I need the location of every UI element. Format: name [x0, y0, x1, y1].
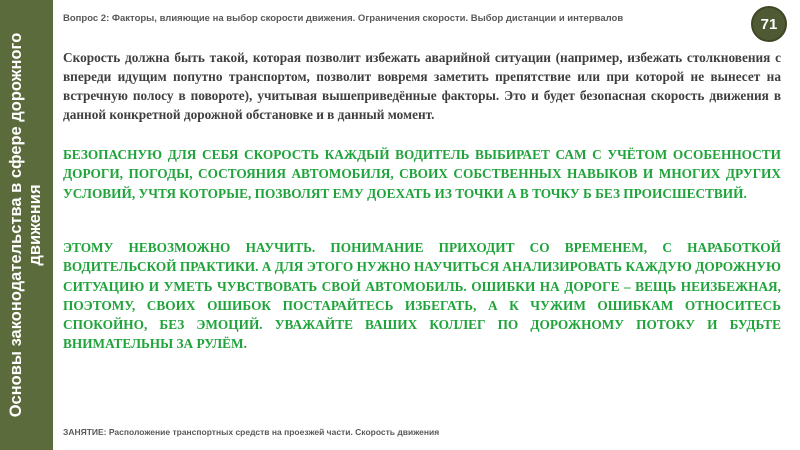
paragraph-experience: ЭТОМУ НЕВОЗМОЖНО НАУЧИТЬ. ПОНИМАНИЕ ПРИХОДИТ СО ВРЕМЕНЕМ, С НАРАБОТКОЙ ВОДИТЕЛЬСКОЙ ПРАКТИКИ. А ДЛЯ ЭТОГО НУЖНО НАУЧИТЬСЯ АНАЛИЗИРОВАТЬ КАЖДУЮ ДОРОЖНУЮ СИТУАЦИЮ И УМЕТЬ ЧУВСТВОВАТЬ СВОЙ АВТОМОБИЛЬ. ОШИБКИ НА ДОРОГЕ – ВЕЩЬ НЕИЗБЕЖНАЯ, ПОЭТОМУ, СВОИХ ОШИБОК ПОСТАРАЙТЕСЬ ИЗБЕГАТЬ, А К ЧУЖИМ ОШИБКАМ ОТНОСИТЕСЬ СПОКОЙНО, БЕЗ ЭМОЦИЙ. УВАЖАЙТЕ ВАШИХ КОЛЛЕГ ПО ДОРОЖНОМУ ПОТОКУ И БУДЬТЕ ВНИМАТЕЛЬНЫ ЗА РУЛЁМ. [63, 240, 781, 352]
footer-lesson: ЗАНЯТИЕ: Расположение транспортных средств на проезжей части. Скорость движения [63, 427, 440, 437]
paragraph-intro: Скорость должна быть такой, которая позволит избежать аварийной ситуации (например, избежать столкновения с впереди идущим попутно транспортом, позволит вовремя заметить препятствие или при которой не вынесет на встречную полосу в повороте), учитывая вышеприведённые факторы. Это и будет безопасная скорость движения в данной конкретной дорожной обстановке и в данный момент. [63, 50, 781, 122]
header-title: Вопрос 2: Факторы, влияющие на выбор скорости движения. Ограничения скорости. Выбор дистанции и интервалов [63, 13, 624, 24]
sidebar [0, 0, 53, 450]
sidebar-title: Основы законодательства в сфере дорожного движения [7, 32, 44, 418]
paragraph-safe-speed: БЕЗОПАСНУЮ ДЛЯ СЕБЯ СКОРОСТЬ КАЖДЫЙ ВОДИТЕЛЬ ВЫБИРАЕТ САМ С УЧЁТОМ ОСОБЕННОСТИ ДОРОГИ, ПОГОДЫ, СОСТОЯНИЯ АВТОМОБИЛЯ, СВОИХ СОБСТВЕННЫХ НАВЫКОВ И МНОГИХ ДРУГИХ УСЛОВИЙ, УЧТЯ КОТОРЫЕ, ПОЗВОЛЯТ ЕМУ ДОЕХАТЬ ИЗ ТОЧКИ А В ТОЧКУ Б БЕЗ ПРОИСШЕСТВИЙ. [63, 147, 781, 201]
slide-number-badge: 71 [751, 6, 787, 42]
